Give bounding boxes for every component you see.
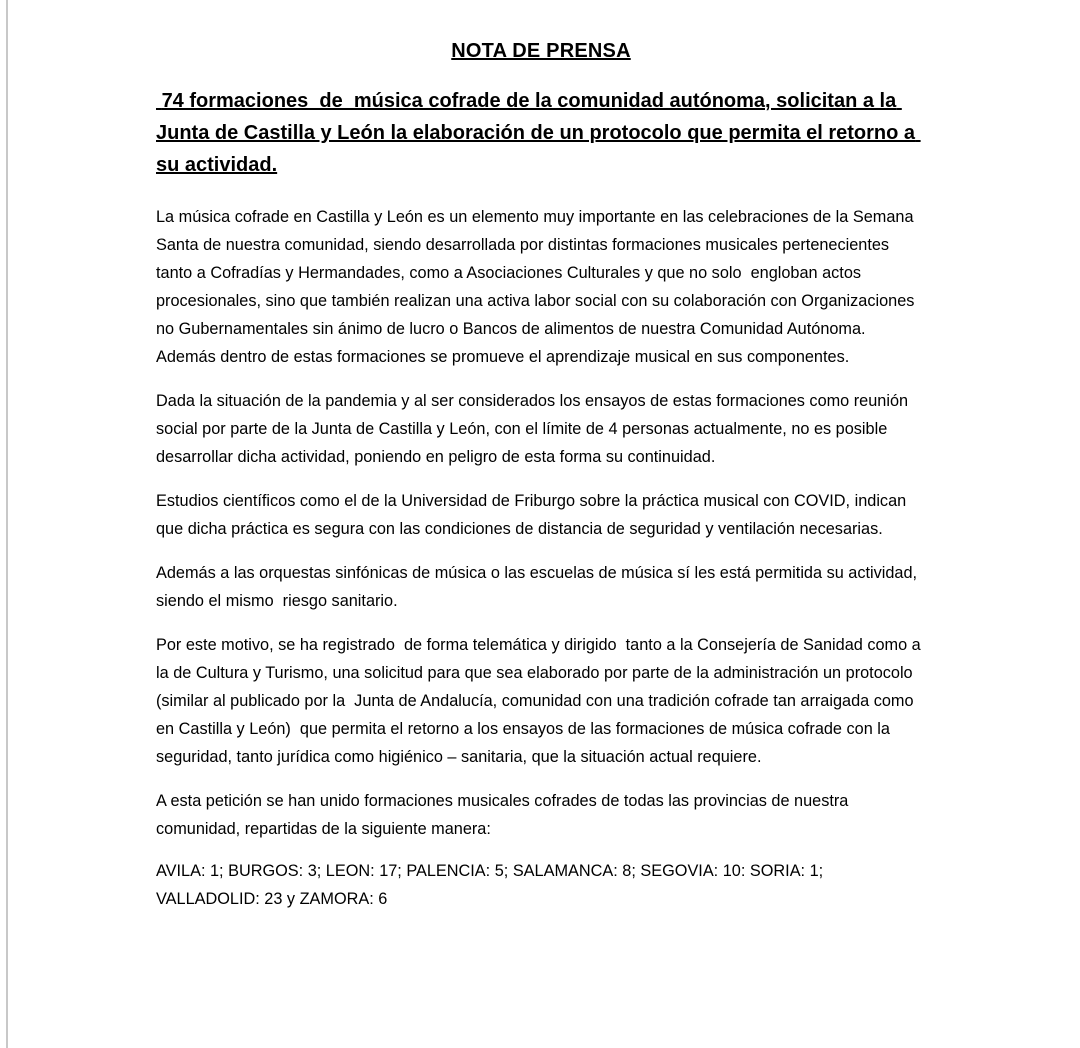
document-title: NOTA DE PRENSA xyxy=(451,40,631,62)
paragraph-pandemic: Dada la situación de la pandemia y al ser considerados los ensayos de estas formaciones como reunión social por parte de la Junta de Castilla y León, con el límite de 4 personas actualmente, no es posible desarrollar dicha actividad, poniendo en peligro de esta forma su continuidad. xyxy=(156,392,913,466)
paragraph-studies: Estudios científicos como el de la Universidad de Friburgo sobre la práctica musical con COVID, indican que dicha práctica es segura con las condiciones de distancia de seguridad y ventilación necesarias. xyxy=(156,492,911,538)
paragraph-request: Por este motivo, se ha registrado de forma telemática y dirigido tanto a la Consejería de Sanidad como a la de Cultura y Turismo, una solicitud para que sea elaborado por parte de la administración un protocolo (similar al publicado por la Junta de Andalucía, comunidad con una tradición cofrade tan arraigada como en Castilla y León) que permita el retorno a los ensayos de las formaciones de música cofrade con la seguridad, tanto jurídica como higiénico – sanitaria, que la situación actual requiere. xyxy=(156,636,926,766)
document-headline: 74 formaciones de música cofrade de la comunidad autónoma, solicitan a la Junta de Castilla y León la elaboración de un protocolo que permita el retorno a su actividad. xyxy=(156,90,921,176)
paragraph-intro: La música cofrade en Castilla y León es un elemento muy importante en las celebraciones de la Semana Santa de nuestra comunidad, siendo desarrollada por distintas formaciones musicales pertenecientes tanto a Cofradías y Hermandades, como a Asociaciones Culturales y que no solo engloban actos procesionales, sino que también realizan una activa labor social con su colaboración con Organizaciones no Gubernamentales sin ánimo de lucro o Bancos de alimentos de nuestra Comunidad Autónoma. Además dentro de estas formaciones se promueve el aprendizaje musical en sus componentes. xyxy=(156,208,919,366)
paragraph-provinces-intro: A esta petición se han unido formaciones musicales cofrades de todas las provincias de nuestra comunidad, repartidas de la siguiente manera: xyxy=(156,792,853,838)
page-left-edge xyxy=(6,0,8,1048)
document-body xyxy=(156,40,926,929)
paragraph-orchestras: Además a las orquestas sinfónicas de música o las escuelas de música sí les está permitida su actividad, siendo el mismo riesgo sanitario. xyxy=(156,564,922,610)
paragraph-provinces-list: AVILA: 1; BURGOS: 3; LEON: 17; PALENCIA: 5; SALAMANCA: 8; SEGOVIA: 10: SORIA: 1; VALLADOLID: 23 y ZAMORA: 6 xyxy=(156,862,828,908)
